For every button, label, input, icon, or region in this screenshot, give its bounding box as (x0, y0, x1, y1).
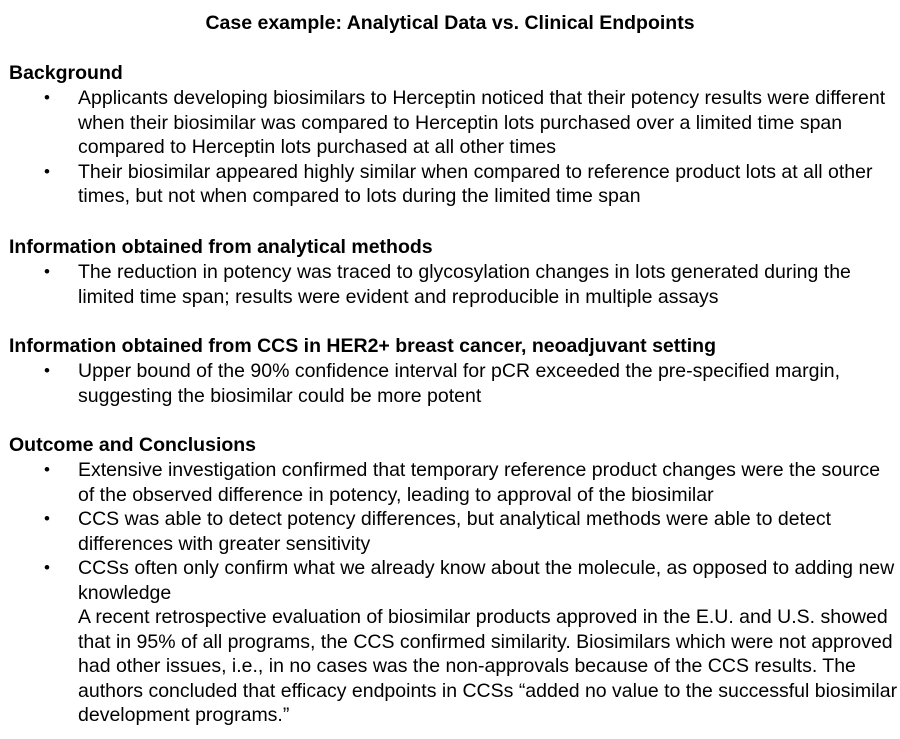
list-item (0, 260, 898, 309)
bullet-text: Applicants developing biosimilars to Herceptin noticed that their potency results were different when their biosimilar was compared to Herceptin lots purchased over a limited time span compared to Herceptin lots purchased at all other times (78, 87, 886, 158)
bullet-list (0, 458, 900, 728)
bullet-icon: • (44, 558, 50, 577)
bullet-icon: • (44, 460, 50, 479)
bullet-text: Upper bound of the 90% confidence interval for pCR exceeded the pre-specified margin, suggesting the biosimilar could be more potent (78, 360, 841, 407)
bullet-list (0, 359, 900, 408)
bullet-icon: • (44, 509, 50, 528)
continuation-paragraph: A recent retrospective evaluation of biosimilar products approved in the E.U. and U.S. showed that in 95% of all programs, the CCS confirmed similarity. Biosimilars which were not approved had other issues, i.e., in no cases was the non-approvals because of the CCS results. The authors concluded that efficacy endpoints in CCSs “added no value to the successful biosimilar development programs.” (78, 606, 898, 726)
list-item (0, 458, 898, 507)
bullet-icon: • (44, 262, 50, 281)
bullet-list (0, 86, 900, 209)
list-item (0, 507, 898, 556)
list-item (0, 359, 898, 408)
section-heading: Information obtained from CCS in HER2+ breast cancer, neoadjuvant setting (9, 335, 716, 357)
list-item (0, 556, 898, 728)
bullet-text: The reduction in potency was traced to glycosylation changes in lots generated during the limited time span; results were evident and reproducible in multiple assays (78, 261, 851, 308)
section-outcome-conclusions (0, 433, 900, 728)
bullet-icon: • (44, 161, 50, 181)
bullet-icon: • (44, 361, 50, 380)
bullet-list (0, 260, 900, 309)
list-item (0, 160, 898, 209)
bullet-icon: • (44, 88, 50, 107)
page-title: Case example: Analytical Data vs. Clinical Endpoints (205, 12, 695, 34)
section-heading: Outcome and Conclusions (9, 434, 257, 456)
section-heading: Background (9, 62, 123, 84)
section-ccs-information (0, 334, 900, 408)
bullet-text: Extensive investigation confirmed that temporary reference product changes were the source of the observed difference in potency, leading to approval of the biosimilar (78, 459, 881, 506)
section-analytical-methods (0, 235, 900, 309)
list-item (0, 86, 898, 160)
bullet-text: Their biosimilar appeared highly similar when compared to reference product lots at all other times, but not when compared to lots during the limited time span (78, 160, 873, 207)
section-background (0, 61, 900, 209)
bullet-text: CCSs often only confirm what we already know about the molecule, as opposed to adding new knowledge (78, 557, 895, 604)
section-heading: Information obtained from analytical methods (9, 236, 433, 258)
bullet-text: CCS was able to detect potency differences, but analytical methods were able to detect differences with greater sensitivity (78, 508, 831, 555)
